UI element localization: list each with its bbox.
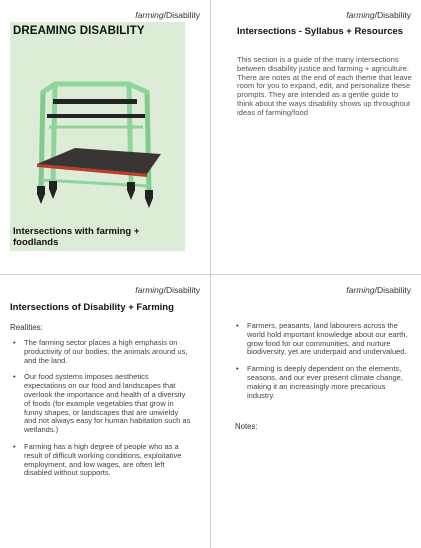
header-rest: /Disability [163,10,200,20]
intersections-panel [0,275,210,548]
page-header [135,285,200,295]
list-item: • Our food systems imposes aesthetics expectations on our food and landscapes that overlook the importance and health of a diversity of foods (for example vegetables that grow in funny shapes, or landscapes that are unwieldy and not always easy for human habitation such as wetlands.) [12,373,192,435]
section-intro: This section is a guide of the many intersections between disability justice and farming + agriculture. There are notes at the end of each theme that leave room for you to expand, edit, and personalize these prompts. They are intended as a gentle guide to think about the ways disability shows up throughout ideas of farming/food [237,55,412,117]
realities-list-continued [235,322,411,408]
page-header [135,10,200,20]
header-rest: /Disability [374,10,411,20]
header-italic: farming [135,10,164,20]
section-title: Intersections - Syllabus + Resources [237,26,404,37]
syllabus-panel [211,0,421,274]
list-item: • Farmers, peasants, land labourers across the world hold important knowledge about our earth, grow food for our communities, and nurture biodiversity, yet are underpaid and undervalued. [235,322,411,357]
list-item: • Farming has a high degree of people who as a result of difficult working conditions, exploitative employment, and low wages, are often left disabled without supports. [12,443,192,478]
header-italic: farming [346,285,375,295]
cover-title: DREAMING DISABILITY [13,25,145,37]
realities-list [12,339,192,486]
page-header [346,10,411,20]
list-item: • Farming is deeply dependent on the elements, seasons, and our ever present climate change, making it an increasingly more precarious industry. [235,365,411,400]
cover-card [10,22,185,251]
realities-label: Realities: [10,323,43,332]
notes-label: Notes: [235,422,258,431]
header-rest: /Disability [374,285,411,295]
cover-subtitle: Intersections with farming + foodlands [13,226,140,248]
header-italic: farming [346,10,375,20]
list-item: • The farming sector places a high emphasis on productivity of our bodies, the animals around us, and the land. [12,339,192,365]
walker-illustration [35,62,165,222]
header-rest: /Disability [163,285,200,295]
section-title: Intersections of Disability + Farming [10,302,174,313]
header-italic: farming [135,285,164,295]
continued-panel [211,275,421,548]
page-header [346,285,411,295]
cover-panel [0,0,210,274]
